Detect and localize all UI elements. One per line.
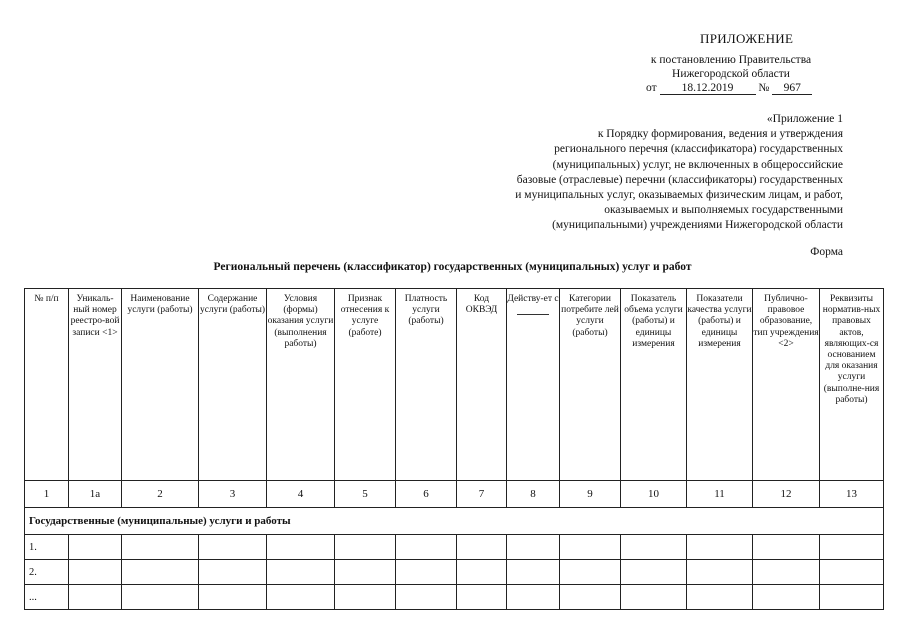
table-cell — [621, 535, 687, 560]
col-header: Уникаль-ный номер реестро-вой записи <1> — [69, 289, 122, 481]
resolution-number: 967 — [772, 83, 812, 95]
col-header: Код ОКВЭД — [457, 289, 507, 481]
table-cell — [621, 585, 687, 610]
column-number: 11 — [687, 481, 753, 508]
annex-line-resolution: к постановлению Правительства — [650, 54, 812, 66]
column-number: 4 — [267, 481, 335, 508]
table-cell — [457, 560, 507, 585]
table-cell — [687, 535, 753, 560]
row-number: ... — [25, 585, 69, 610]
form-label: Форма — [810, 246, 843, 258]
table-cell — [199, 560, 267, 585]
table-cell — [122, 585, 199, 610]
row-number: 2. — [25, 560, 69, 585]
table-cell — [335, 585, 396, 610]
col-header: Реквизиты норматив-ных правовых актов, являющих-ся основанием для оказания услуги (выполне-ния работы) — [820, 289, 884, 481]
annex-date-row — [646, 82, 812, 95]
appendix-line: оказываемых и выполняемых государственными — [604, 204, 843, 217]
registry-table — [24, 288, 884, 610]
appendix-line: (муниципальными) учреждениями Нижегородской области — [552, 219, 843, 232]
table-cell — [267, 535, 335, 560]
section-title: Государственные (муниципальные) услуги и работы — [25, 508, 884, 535]
appendix-line: (муниципальных) услуг, не включенных в общероссийские — [552, 158, 843, 171]
column-number: 7 — [457, 481, 507, 508]
appendix-reference — [515, 112, 843, 234]
column-number: 3 — [199, 481, 267, 508]
col-header: Признак отнесения к услуге (работе) — [335, 289, 396, 481]
table-row — [25, 585, 884, 610]
table-cell — [820, 585, 884, 610]
table-cell — [267, 560, 335, 585]
header-row — [25, 289, 884, 481]
table-cell — [507, 535, 560, 560]
table-cell — [267, 585, 335, 610]
table-row — [25, 560, 884, 585]
col-header-valid-from — [507, 289, 560, 481]
table-cell — [457, 535, 507, 560]
table-cell — [396, 560, 457, 585]
column-number: 5 — [335, 481, 396, 508]
col-header: № п/п — [25, 289, 69, 481]
col-header: Платность услуги (работы) — [396, 289, 457, 481]
appendix-line: базовые (отраслевые) перечни (классификаторы) государственных — [516, 173, 843, 186]
table-row — [25, 535, 884, 560]
column-number: 2 — [122, 481, 199, 508]
col-header: Содержание услуги (работы) — [199, 289, 267, 481]
col-header: Условия (формы) оказания услуги (выполнения работы) — [267, 289, 335, 481]
appendix-line: регионального перечня (классификатора) государственных — [554, 143, 843, 156]
appendix-line: и муниципальных услуг, оказываемых физическим лицам, и работ, — [515, 189, 843, 202]
table-cell — [199, 585, 267, 610]
table-cell — [69, 535, 122, 560]
number-sign: № — [758, 82, 770, 94]
date-prefix: от — [646, 82, 657, 94]
column-number: 1а — [69, 481, 122, 508]
col-header: Наименование услуги (работы) — [122, 289, 199, 481]
row-number: 1. — [25, 535, 69, 560]
col-header: Показатель объема услуги (работы) и единицы измерения — [621, 289, 687, 481]
table-cell — [396, 585, 457, 610]
table-cell — [507, 585, 560, 610]
table-cell — [753, 535, 820, 560]
appendix-line: «Приложение 1 — [766, 113, 843, 125]
column-number: 12 — [753, 481, 820, 508]
table-cell — [335, 560, 396, 585]
table-cell — [621, 560, 687, 585]
table-cell — [753, 560, 820, 585]
table-cell — [820, 535, 884, 560]
table-cell — [199, 535, 267, 560]
column-number: 1 — [25, 481, 69, 508]
appendix-line: к Порядку формирования, ведения и утверждения — [597, 128, 843, 141]
table-cell — [560, 560, 621, 585]
table-cell — [335, 535, 396, 560]
section-row — [25, 508, 884, 535]
table-cell — [687, 585, 753, 610]
annex-line-region: Нижегородской области — [672, 68, 790, 80]
col-header: Показатели качества услуги (работы) и единицы измерения — [687, 289, 753, 481]
col-header: Категории потребите лей услуги (работы) — [560, 289, 621, 481]
annex-title: ПРИЛОЖЕНИЕ — [700, 31, 794, 46]
document-title: Региональный перечень (классификатор) государственных (муниципальных) услуг и работ — [213, 261, 692, 273]
table-cell — [122, 535, 199, 560]
table-cell — [396, 535, 457, 560]
table-cell — [457, 585, 507, 610]
table-cell — [69, 560, 122, 585]
resolution-date: 18.12.2019 — [660, 83, 756, 95]
table-cell — [560, 535, 621, 560]
table-cell — [122, 560, 199, 585]
table-cell — [687, 560, 753, 585]
blank-underline — [517, 305, 549, 315]
table-cell — [753, 585, 820, 610]
column-number: 6 — [396, 481, 457, 508]
col-header: Публично-правовое образование, тип учреждения <2> — [753, 289, 820, 481]
column-number: 9 — [560, 481, 621, 508]
table-cell — [820, 560, 884, 585]
table-cell — [507, 560, 560, 585]
col-header: Действу-ет с — [507, 294, 559, 304]
column-number-row — [25, 481, 884, 508]
column-number: 13 — [820, 481, 884, 508]
table-cell — [69, 585, 122, 610]
column-number: 8 — [507, 481, 560, 508]
table-cell — [560, 585, 621, 610]
column-number: 10 — [621, 481, 687, 508]
